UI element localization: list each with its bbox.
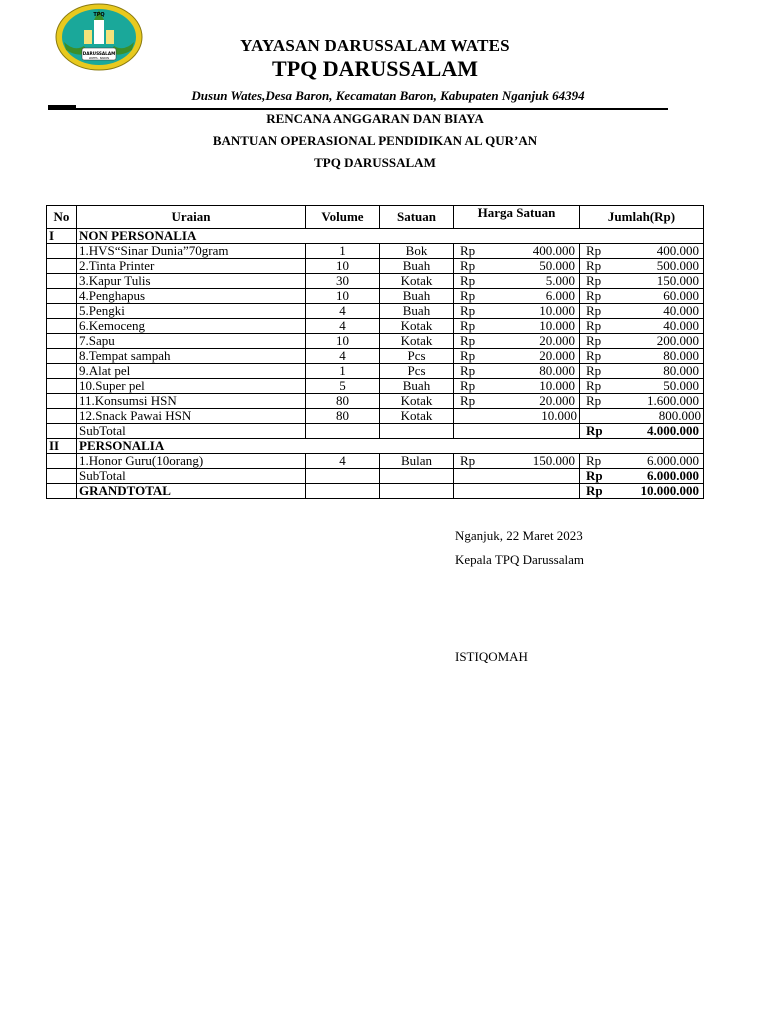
row-satuan: Pcs <box>380 349 454 364</box>
currency-label: Rp <box>460 303 476 318</box>
row-volume: 10 <box>306 289 380 304</box>
row-uraian: 9.Alat pel <box>77 364 306 379</box>
section-number: I <box>47 229 77 244</box>
row-satuan: Bulan <box>380 454 454 469</box>
row-no <box>47 394 77 409</box>
amount-value: 400.000 <box>656 243 699 258</box>
amount-value: 6.000.000 <box>647 468 699 483</box>
amount-value: 80.000 <box>663 363 699 378</box>
amount-value: 10.000 <box>539 318 575 333</box>
amount-value: 50.000 <box>539 258 575 273</box>
organization-name: YAYASAN DARUSSALAM WATES <box>240 36 510 55</box>
amount-value: 40.000 <box>663 303 699 318</box>
signature-name: ISTIQOMAH <box>455 649 528 664</box>
row-jumlah <box>580 454 704 469</box>
row-satuan: Bok <box>380 244 454 259</box>
row-volume: 80 <box>306 394 380 409</box>
row-uraian: 5.Pengki <box>77 304 306 319</box>
amount-value: 4.000.000 <box>647 423 699 438</box>
table-header-row <box>47 206 704 229</box>
row-uraian: 7.Sapu <box>77 334 306 349</box>
amount-value: 150.000 <box>656 273 699 288</box>
row-volume: 10 <box>306 334 380 349</box>
row-satuan <box>380 469 454 484</box>
row-satuan: Buah <box>380 304 454 319</box>
amount-value: 6.000 <box>545 288 575 303</box>
section-title: NON PERSONALIA <box>77 229 704 244</box>
budget-table <box>46 205 704 499</box>
row-volume: 4 <box>306 319 380 334</box>
row-volume: 80 <box>306 409 380 424</box>
amount-value: 10.000.000 <box>640 483 699 498</box>
row-uraian: 1.Honor Guru(10orang) <box>77 454 306 469</box>
row-no <box>47 319 77 334</box>
row-no <box>47 364 77 379</box>
currency-label: Rp <box>460 378 476 393</box>
table-row <box>47 454 704 469</box>
row-harga <box>454 274 580 289</box>
total-value <box>580 469 704 484</box>
row-volume: 30 <box>306 274 380 289</box>
row-uraian: 8.Tempat sampah <box>77 349 306 364</box>
row-uraian: 1.HVS“Sinar Dunia”70gram <box>77 244 306 259</box>
table-row <box>47 259 704 274</box>
header-uraian: Uraian <box>77 206 306 229</box>
row-jumlah <box>580 334 704 349</box>
currency-label: Rp <box>586 243 602 258</box>
row-harga <box>454 469 580 484</box>
signature-place-date: Nganjuk, 22 Maret 2023 <box>455 528 583 543</box>
svg-text:DARUSSALAM: DARUSSALAM <box>82 51 116 56</box>
row-volume: 1 <box>306 244 380 259</box>
row-satuan <box>380 484 454 499</box>
row-jumlah <box>580 304 704 319</box>
currency-label: Rp <box>586 318 602 333</box>
currency-label: Rp <box>586 393 602 408</box>
amount-value: 40.000 <box>663 318 699 333</box>
currency-label: Rp <box>586 453 602 468</box>
amount-value: 200.000 <box>656 333 699 348</box>
row-satuan: Buah <box>380 289 454 304</box>
row-harga <box>454 394 580 409</box>
row-satuan: Buah <box>380 259 454 274</box>
row-volume: 1 <box>306 364 380 379</box>
table-body <box>47 229 704 499</box>
table-row <box>47 289 704 304</box>
row-jumlah <box>580 379 704 394</box>
total-label: SubTotal <box>77 424 306 439</box>
currency-label: Rp <box>460 348 476 363</box>
table-row <box>47 349 704 364</box>
amount-value: 5.000 <box>545 273 575 288</box>
header-jumlah: Jumlah(Rp) <box>580 206 704 229</box>
row-jumlah <box>580 349 704 364</box>
currency-label: Rp <box>460 333 476 348</box>
table-row <box>47 319 704 334</box>
section-row <box>47 439 704 454</box>
document-title-1: RENCANA ANGGARAN DAN BIAYA <box>266 111 484 126</box>
amount-value: 150.000 <box>532 453 575 468</box>
amount-value: 60.000 <box>663 288 699 303</box>
currency-label: Rp <box>586 273 602 288</box>
row-satuan: Buah <box>380 379 454 394</box>
header-no: No <box>47 206 77 229</box>
row-harga <box>454 364 580 379</box>
amount-value: 80.000 <box>539 363 575 378</box>
currency-label: Rp <box>586 378 602 393</box>
row-uraian: 11.Konsumsi HSN <box>77 394 306 409</box>
currency-label: Rp <box>586 363 602 378</box>
table-row <box>47 409 704 424</box>
table-row <box>47 334 704 349</box>
row-volume <box>306 469 380 484</box>
header-satuan: Satuan <box>380 206 454 229</box>
row-satuan: Kotak <box>380 319 454 334</box>
total-value <box>580 424 704 439</box>
table-row <box>47 379 704 394</box>
row-volume: 4 <box>306 304 380 319</box>
row-uraian: 2.Tinta Printer <box>77 259 306 274</box>
row-satuan: Kotak <box>380 334 454 349</box>
row-no <box>47 454 77 469</box>
table-row <box>47 364 704 379</box>
currency-label: Rp <box>586 288 602 303</box>
row-no <box>47 304 77 319</box>
row-volume: 4 <box>306 454 380 469</box>
currency-label: Rp <box>460 288 476 303</box>
row-no <box>47 349 77 364</box>
row-jumlah <box>580 274 704 289</box>
row-harga <box>454 289 580 304</box>
row-harga <box>454 319 580 334</box>
row-harga <box>454 454 580 469</box>
institution-name: TPQ DARUSSALAM <box>272 56 478 81</box>
currency-label: Rp <box>460 243 476 258</box>
currency-label: Rp <box>460 393 476 408</box>
subtotal-row <box>47 424 704 439</box>
currency-label: Rp <box>586 258 602 273</box>
total-label: SubTotal <box>77 469 306 484</box>
row-satuan: Kotak <box>380 394 454 409</box>
row-no <box>47 244 77 259</box>
row-uraian: 10.Super pel <box>77 379 306 394</box>
row-harga <box>454 349 580 364</box>
row-jumlah: 800.000 <box>580 409 704 424</box>
currency-label: Rp <box>586 348 602 363</box>
row-harga <box>454 244 580 259</box>
row-satuan: Kotak <box>380 409 454 424</box>
table-row <box>47 244 704 259</box>
subtotal-row <box>47 469 704 484</box>
table-row <box>47 304 704 319</box>
currency-label: Rp <box>460 363 476 378</box>
row-volume <box>306 484 380 499</box>
currency-label: Rp <box>460 258 476 273</box>
total-label: GRANDTOTAL <box>77 484 306 499</box>
row-harga <box>454 259 580 274</box>
currency-label: Rp <box>460 318 476 333</box>
currency-label: Rp <box>586 333 602 348</box>
row-uraian: 3.Kapur Tulis <box>77 274 306 289</box>
row-no <box>47 379 77 394</box>
document-title-3: TPQ DARUSSALAM <box>314 155 436 170</box>
amount-value: 500.000 <box>656 258 699 273</box>
amount-value: 6.000.000 <box>647 453 699 468</box>
row-volume: 4 <box>306 349 380 364</box>
row-no <box>47 469 77 484</box>
row-harga <box>454 424 580 439</box>
currency-label: Rp <box>460 273 476 288</box>
row-satuan <box>380 424 454 439</box>
row-volume <box>306 424 380 439</box>
row-jumlah <box>580 364 704 379</box>
row-harga <box>454 334 580 349</box>
svg-text:WATES · BARON: WATES · BARON <box>89 57 109 60</box>
row-jumlah <box>580 289 704 304</box>
currency-label: Rp <box>586 468 603 483</box>
currency-label: Rp <box>586 303 602 318</box>
currency-label: Rp <box>586 423 603 438</box>
row-harga <box>454 379 580 394</box>
amount-value: 10.000 <box>539 303 575 318</box>
row-no <box>47 289 77 304</box>
header-rule <box>48 108 668 110</box>
row-satuan: Pcs <box>380 364 454 379</box>
row-no <box>47 334 77 349</box>
row-uraian: 4.Penghapus <box>77 289 306 304</box>
row-no <box>47 274 77 289</box>
row-jumlah <box>580 394 704 409</box>
row-volume: 5 <box>306 379 380 394</box>
amount-value: 20.000 <box>539 348 575 363</box>
row-harga: 10.000 <box>454 409 580 424</box>
row-no <box>47 259 77 274</box>
table-row <box>47 274 704 289</box>
document-title-2: BANTUAN OPERASIONAL PENDIDIKAN AL QUR’AN <box>212 133 538 148</box>
header-volume: Volume <box>306 206 380 229</box>
currency-label: Rp <box>586 483 603 498</box>
grandtotal-row <box>47 484 704 499</box>
amount-value: 80.000 <box>663 348 699 363</box>
section-title: PERSONALIA <box>77 439 704 454</box>
amount-value: 1.600.000 <box>647 393 699 408</box>
currency-label: Rp <box>460 453 476 468</box>
amount-value: 20.000 <box>539 393 575 408</box>
row-no <box>47 424 77 439</box>
amount-value: 10.000 <box>539 378 575 393</box>
row-jumlah <box>580 244 704 259</box>
row-harga <box>454 484 580 499</box>
amount-value: 20.000 <box>539 333 575 348</box>
row-no <box>47 484 77 499</box>
header-harga: Harga Satuan <box>454 206 580 229</box>
svg-text:TPQ: TPQ <box>93 12 105 18</box>
row-jumlah <box>580 319 704 334</box>
section-row <box>47 229 704 244</box>
signature-role: Kepala TPQ Darussalam <box>455 552 585 567</box>
row-satuan: Kotak <box>380 274 454 289</box>
row-uraian: 6.Kemoceng <box>77 319 306 334</box>
row-jumlah <box>580 259 704 274</box>
row-volume: 10 <box>306 259 380 274</box>
amount-value: 400.000 <box>532 243 575 258</box>
section-number: II <box>47 439 77 454</box>
total-value <box>580 484 704 499</box>
row-no <box>47 409 77 424</box>
row-uraian: 12.Snack Pawai HSN <box>77 409 306 424</box>
row-harga <box>454 304 580 319</box>
table-row <box>47 394 704 409</box>
amount-value: 50.000 <box>663 378 699 393</box>
address-line: Dusun Wates,Desa Baron, Kecamatan Baron, Kabupaten Nganjuk 64394 <box>191 88 585 103</box>
